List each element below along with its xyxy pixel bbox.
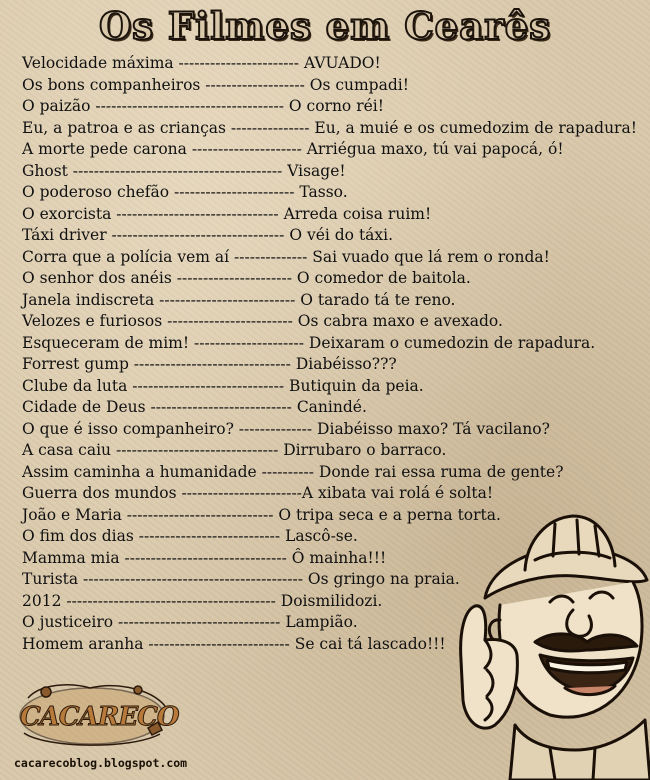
- list-item: O paizão ------------------------------------ O corno réi!: [22, 97, 384, 115]
- list-item: O exorcista ------------------------------- Arreda coisa ruim!: [22, 204, 432, 223]
- list-item: O justiceiro ------------------------------- Lampião.: [22, 613, 358, 631]
- list-item: O que é isso companheiro? -------------- Diabéisso maxo? Tá vacilano?: [22, 419, 550, 438]
- list-item: Guerra dos mundos -----------------------A xibata vai rolá é solta!: [22, 484, 494, 502]
- list-item: João e Maria ---------------------------- O tripa seca e a perna torta.: [22, 505, 501, 524]
- blog-url: cacarecoblog.blogspot.com: [14, 756, 188, 770]
- list-item: O senhor dos anéis ---------------------- O comedor de baitola.: [22, 269, 471, 287]
- list-item: Velocidade máxima ----------------------- AVUADO!: [22, 54, 381, 72]
- list-item: Clube da luta ----------------------------- Butiquin da peia.: [22, 376, 424, 395]
- list-item: Homem aranha --------------------------- Se cai tá lascado!!!: [22, 634, 446, 653]
- list-item: Forrest gump ------------------------------ Diabéisso???: [22, 355, 397, 373]
- list-item: O poderoso chefão ----------------------- Tasso.: [22, 183, 348, 201]
- laughing-cowboy-illustration: [455, 510, 650, 780]
- list-item: 2012 ---------------------------------------- Doismilidozi.: [22, 591, 383, 610]
- list-item: A morte pede carona --------------------- Arriégua maxo, tú vai papocá, ó!: [22, 140, 564, 158]
- list-item: Turista ------------------------------------------ Os gringo na praia.: [22, 570, 460, 588]
- list-item: Corra que a polícia vem aí -------------- Sai vuado que lá rem o ronda!: [22, 247, 550, 266]
- page-title: Os Filmes em Cearês: [98, 4, 552, 48]
- list-item: Os bons companheiros ------------------- Os cumpadi!: [22, 75, 409, 94]
- list-item: Janela indiscreta -------------------------- O tarado tá te reno.: [22, 290, 456, 309]
- list-item: Ghost ---------------------------------------- Visage!: [22, 161, 346, 180]
- list-item: Táxi driver --------------------------------- O véi do táxi.: [22, 226, 394, 244]
- list-item: Velozes e furiosos ------------------------ Os cabra maxo e avexado.: [22, 312, 503, 330]
- list-item: Assim caminha a humanidade ---------- Donde rai essa ruma de gente?: [22, 462, 564, 481]
- list-item: A casa caiu ------------------------------- Dirrubaro o barraco.: [22, 441, 447, 459]
- list-item: Cidade de Deus --------------------------- Canindé.: [22, 398, 367, 416]
- logo-text: CACARECO: [20, 702, 179, 732]
- list-item: Esqueceram de mim! --------------------- Deixaram o cumedozin de rapadura.: [22, 333, 596, 352]
- list-item: Mamma mia ------------------------------- Ô mainha!!!: [22, 548, 387, 567]
- list-item: Eu, a patroa e as crianças --------------- Eu, a muié e os cumedozim de rapadura!: [22, 118, 637, 137]
- list-item: O fim dos dias --------------------------- Lascô-se.: [22, 527, 358, 545]
